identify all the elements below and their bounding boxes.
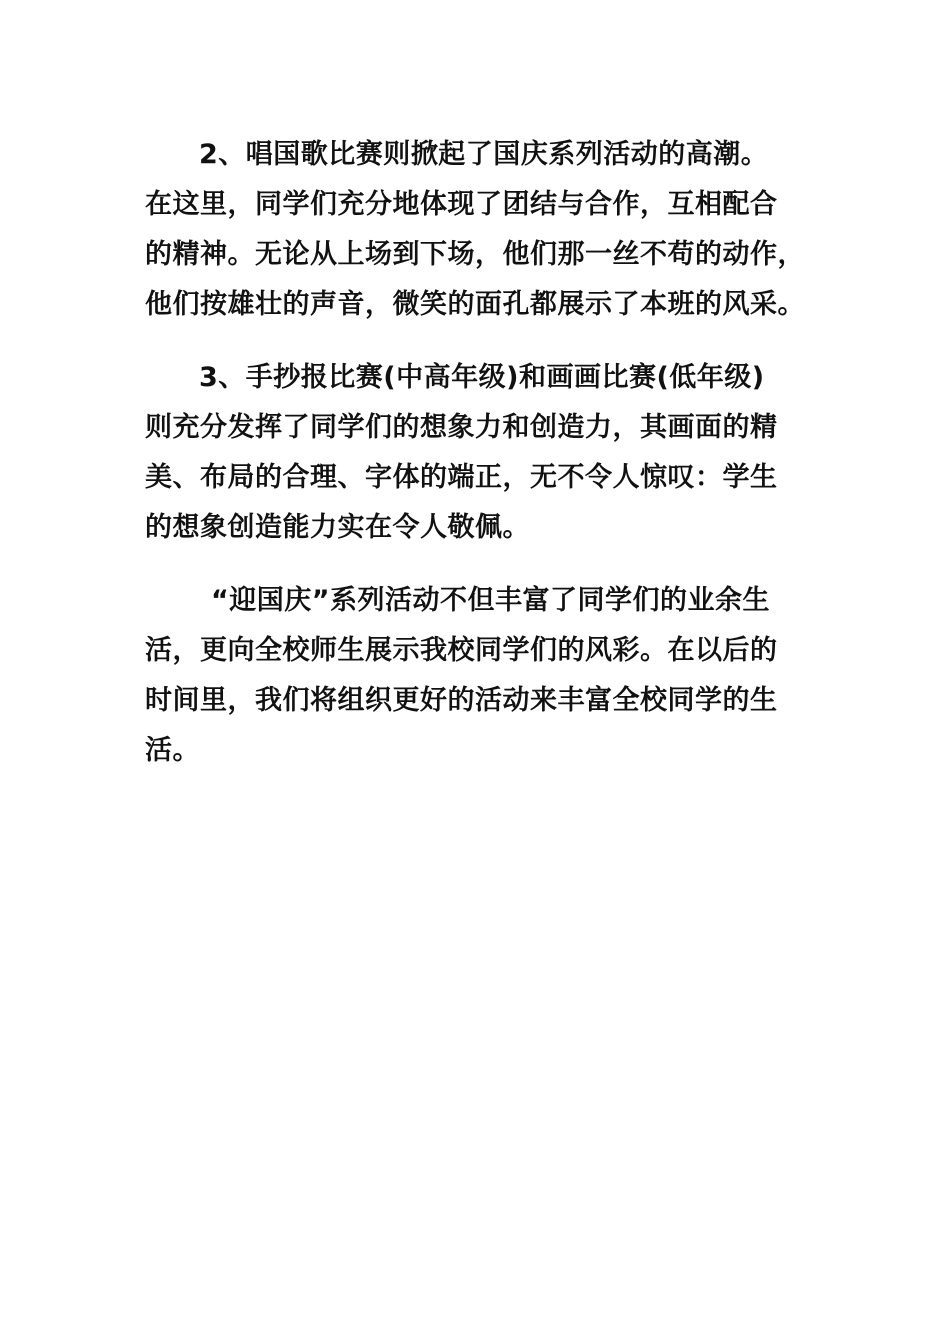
paragraph-conclusion <box>145 576 820 776</box>
text-line: 时间里，我们将组织更好的活动来丰富全校同学的生 <box>145 685 778 716</box>
paragraph-newspaper-drawing-contest <box>145 353 820 553</box>
text-line: “迎国庆”系列活动不但丰富了同学们的业余生 <box>211 585 770 616</box>
text-line: 2、唱国歌比赛则掀起了国庆系列活动的高潮。 <box>199 139 769 170</box>
paragraph-national-anthem-contest <box>145 130 820 330</box>
text-line: 他们按雄壮的声音，微笑的面孔都展示了本班的风采。 <box>145 289 805 320</box>
text-line: 活。 <box>145 735 200 766</box>
text-line: 在这里，同学们充分地体现了团结与合作，互相配合 <box>145 189 778 220</box>
text-line: 3、手抄报比赛(中高年级)和画画比赛(低年级) <box>199 362 765 393</box>
text-line: 美、布局的合理、字体的端正，无不令人惊叹：学生 <box>145 462 778 493</box>
text-line: 活，更向全校师生展示我校同学们的风彩。在以后的 <box>145 635 778 666</box>
text-line: 的精神。无论从上场到下场，他们那一丝不苟的动作， <box>145 239 805 270</box>
text-line: 则充分发挥了同学们的想象力和创造力，其画面的精 <box>145 412 778 443</box>
text-line: 的想象创造能力实在令人敬佩。 <box>145 512 530 543</box>
document-body <box>145 130 820 799</box>
